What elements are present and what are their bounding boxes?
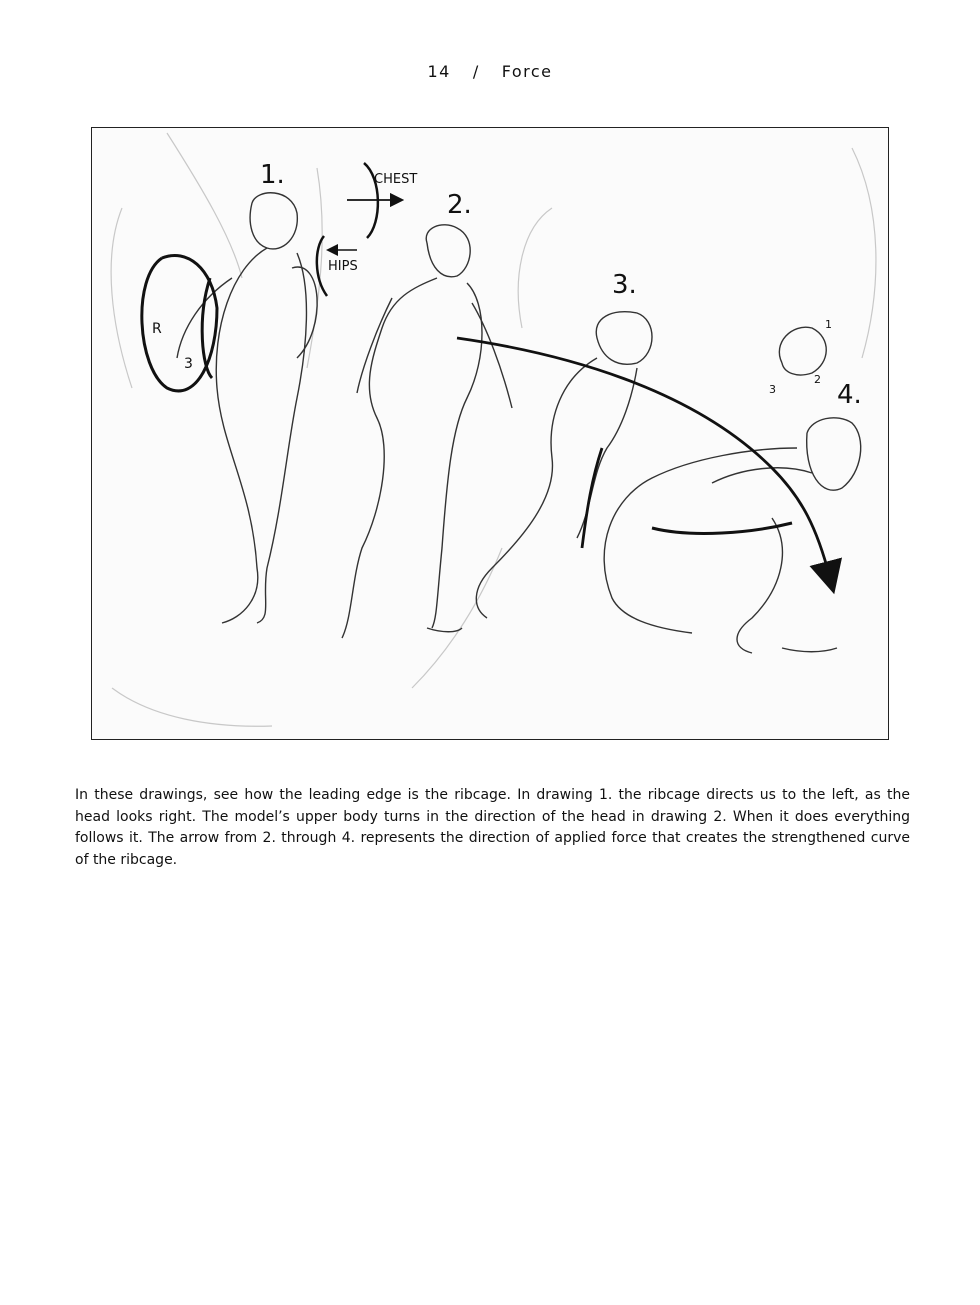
force-arrow bbox=[457, 338, 830, 578]
drawing-3-label: 3. bbox=[612, 270, 637, 300]
hips-label: HIPS bbox=[328, 259, 358, 274]
figure-caption: In these drawings, see how the leading edge is the ribcage. In drawing 1. the ribcage directs us to the left, as the head looks right. The model’s upper body turns in the direction of the head in drawing 2. When it does everything follows it. The arrow from 2. through 4. represents the direction of applied force that creates the strengthened curve of the ribcage. bbox=[75, 787, 910, 868]
page-number: 14 bbox=[427, 62, 451, 81]
running-head bbox=[0, 62, 980, 81]
gesture-sketch-illustration bbox=[92, 128, 889, 740]
small-3-label: 3 bbox=[769, 383, 776, 396]
figure-3 bbox=[476, 312, 652, 618]
header-separator: / bbox=[472, 62, 480, 81]
ribcage-r-label: R bbox=[152, 321, 162, 337]
small-1-label: 1 bbox=[825, 318, 832, 331]
drawing-2-label: 2. bbox=[447, 190, 472, 220]
drawing-1-label: 1. bbox=[260, 160, 285, 190]
ribcage-3-label: 3 bbox=[184, 356, 193, 372]
figure-4 bbox=[604, 327, 861, 653]
drawing-4-label: 4. bbox=[837, 380, 862, 410]
gesture-drawing-figure bbox=[91, 127, 889, 740]
chest-hips-labels bbox=[328, 172, 417, 274]
figure-1 bbox=[142, 193, 317, 623]
chest-label: CHEST bbox=[374, 172, 418, 187]
small-2-label: 2 bbox=[814, 373, 821, 386]
background-guide-strokes bbox=[111, 133, 876, 726]
section-title: Force bbox=[501, 62, 553, 81]
figure-2 bbox=[342, 225, 512, 638]
